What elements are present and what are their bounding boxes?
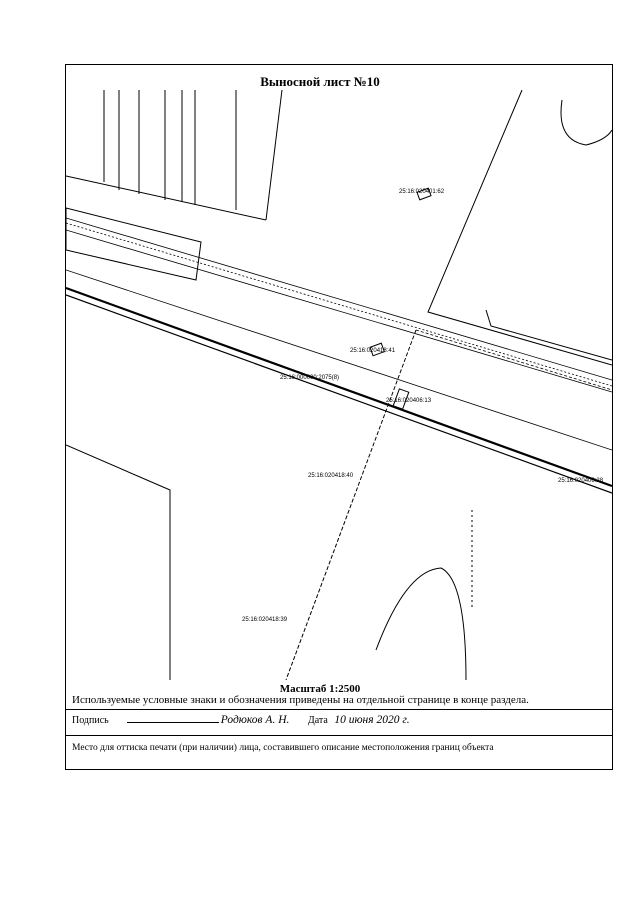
sheet-title: Выносной лист №10 [260, 74, 380, 89]
lot-boundary [266, 90, 282, 220]
road-edge [66, 218, 612, 380]
signer-name: Родюков А. Н. [220, 714, 290, 726]
date-value: 10 июня 2020 г. [334, 714, 410, 726]
map-label: 25:16:000000:2075(8) [280, 375, 340, 381]
map-label: 25:16:020418:40 [308, 473, 354, 479]
map-label: 25:16:020401:62 [399, 189, 445, 195]
signature-line [127, 714, 219, 723]
railway-line [66, 288, 612, 486]
divider [66, 735, 612, 736]
map-label: 25:16:020418:39 [242, 617, 288, 623]
road-strip [66, 208, 201, 280]
stamp-place: Место для оттиска печати (при наличии) лица, составившего описание местоположения границ объекта [72, 743, 494, 753]
cadastral-map [66, 90, 612, 680]
signature-row [72, 714, 410, 726]
legend-note: Используемые условные знаки и обозначения приведены на отдельной странице в конце раздела. [72, 694, 529, 706]
lot-boundary [428, 90, 612, 365]
date-label: Дата [307, 715, 328, 726]
road-edge [66, 230, 612, 392]
boundary-line [66, 270, 612, 450]
map-scale: Масштаб 1:2500 [279, 683, 361, 695]
map-label: 25:16:020406:28 [558, 478, 604, 484]
lot-boundary [486, 310, 612, 360]
terrain-contour [561, 100, 612, 145]
road-edge [66, 223, 612, 386]
crossing-line [286, 330, 416, 680]
lot-boundary [66, 445, 170, 680]
terrain-contour [376, 568, 466, 680]
crossing-line [416, 330, 612, 390]
map-label: 25:16:020418:41 [350, 348, 396, 354]
signature-label: Подпись [72, 715, 109, 726]
railway-line [66, 295, 612, 493]
divider [66, 709, 612, 710]
map-label: 25:16:020406:13 [386, 398, 432, 404]
